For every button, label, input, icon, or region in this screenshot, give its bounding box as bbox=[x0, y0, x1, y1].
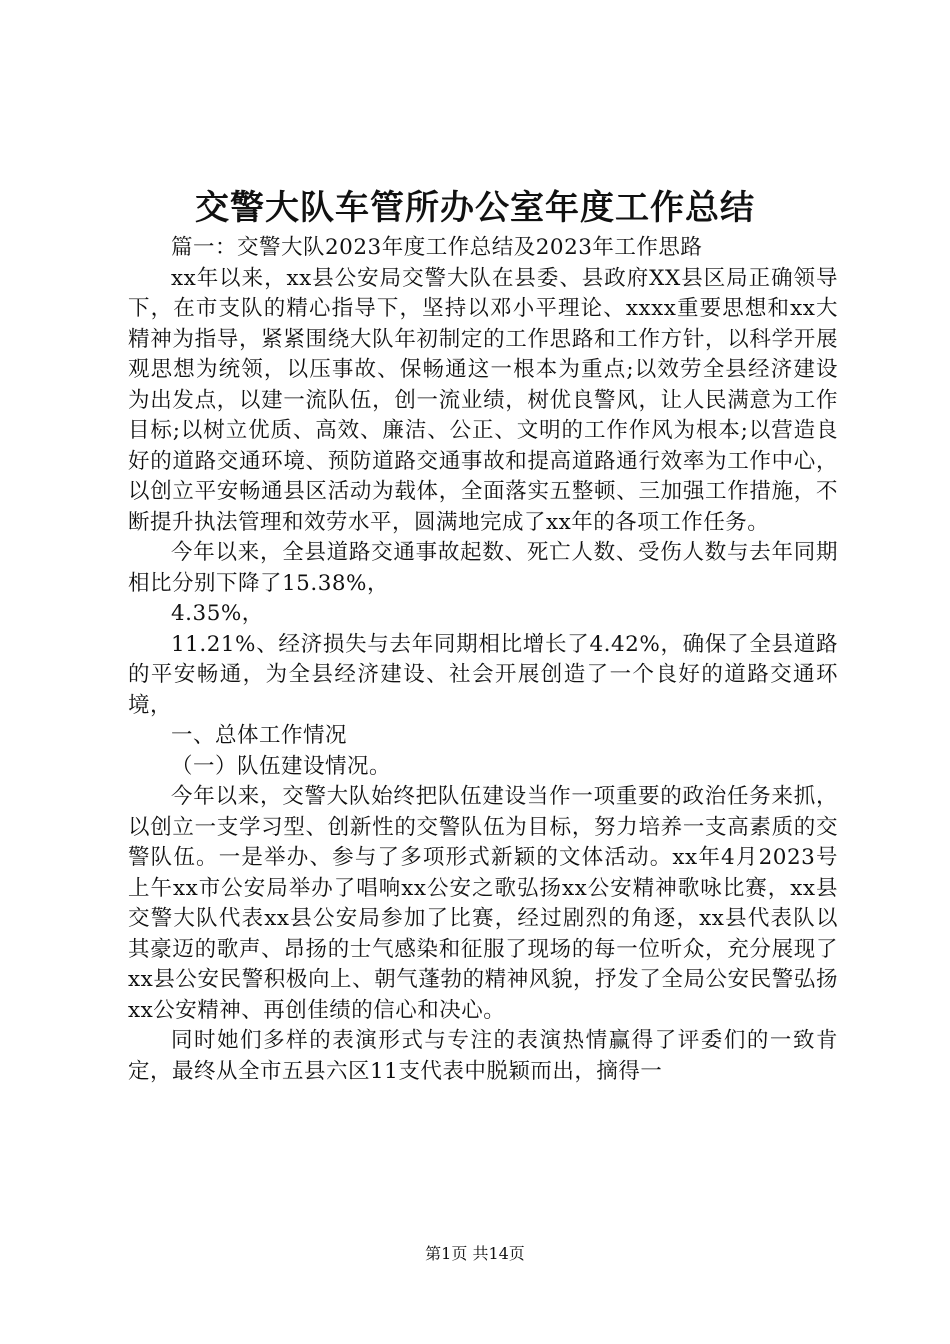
section-heading-part-one: 篇一：交警大队2023年度工作总结及2023年工作思路 bbox=[171, 235, 703, 260]
body-paragraph: 今年以来，交警大队始终把队伍建设当作一项重要的政治任务来抓，以创立一支学习型、创新性的交警队伍为目标，努力培养一支高素质的交警队伍。一是举办、参与了多项形式新颖的文体活动。xx年4月2023号上午xx市公安局举办了唱响xx公安之歌弘扬xx公安精神歌咏比赛，xx县交警大队代表xx县公安局参加了比赛，经过剧烈的角逐，xx县代表队以其豪迈的歌声、昂扬的士气感染和征服了现场的每一位听众，充分展现了xx县公安民警积极向上、朝气蓬勃的精神风貌，抒发了全局公安民警弘扬xx公安精神、再创佳绩的信心和决心。 bbox=[128, 784, 838, 1023]
page-footer: 第1页 共14页 bbox=[425, 1244, 525, 1263]
subsection-heading-team: （一）队伍建设情况。 bbox=[171, 753, 392, 779]
section-heading-overview: 一、总体工作情况 bbox=[171, 723, 348, 748]
body-paragraph: 11.21%、经济损失与去年同期相比增长了4.42%，确保了全县道路的平安畅通，为全县经济建设、社会开展创造了一个良好的道路交通环境， bbox=[128, 631, 838, 718]
body-paragraph: 4.35%， bbox=[171, 601, 264, 626]
body-paragraph: xx年以来，xx县公安局交警大队在县委、县政府XX县区局正确领导下，在市支队的精心指导下，坚持以邓小平理论、xxxx重要思想和xx大精神为指导，紧紧围绕大队年初制定的工作思路和工作方针，以科学开展观思想为统领，以压事故、保畅通这一根本为重点;以效劳全县经济建设为出发点，以建一流队伍，创一流业绩，树优良警风，让人民满意为工作目标;以树立优质、高效、廉洁、公正、文明的工作作风为根本;以营造良好的道路交通环境、预防道路交通事故和提高道路通行效率为工作中心，以创立平安畅通县区活动为载体，全面落实五整顿、三加强工作措施，不断提升执法管理和效劳水平，圆满地完成了xx年的各项工作任务。 bbox=[128, 265, 838, 535]
document-title: 交警大队车管所办公室年度工作总结 bbox=[195, 188, 755, 228]
body-paragraph: 同时她们多样的表演形式与专注的表演热情赢得了评委们的一致肯定，最终从全市五县六区11支代表中脱颖而出，摘得一 bbox=[128, 1028, 838, 1084]
document-body bbox=[128, 233, 838, 1087]
body-paragraph: 今年以来，全县道路交通事故起数、死亡人数、受伤人数与去年同期相比分别下降了15.38%， bbox=[128, 540, 838, 596]
